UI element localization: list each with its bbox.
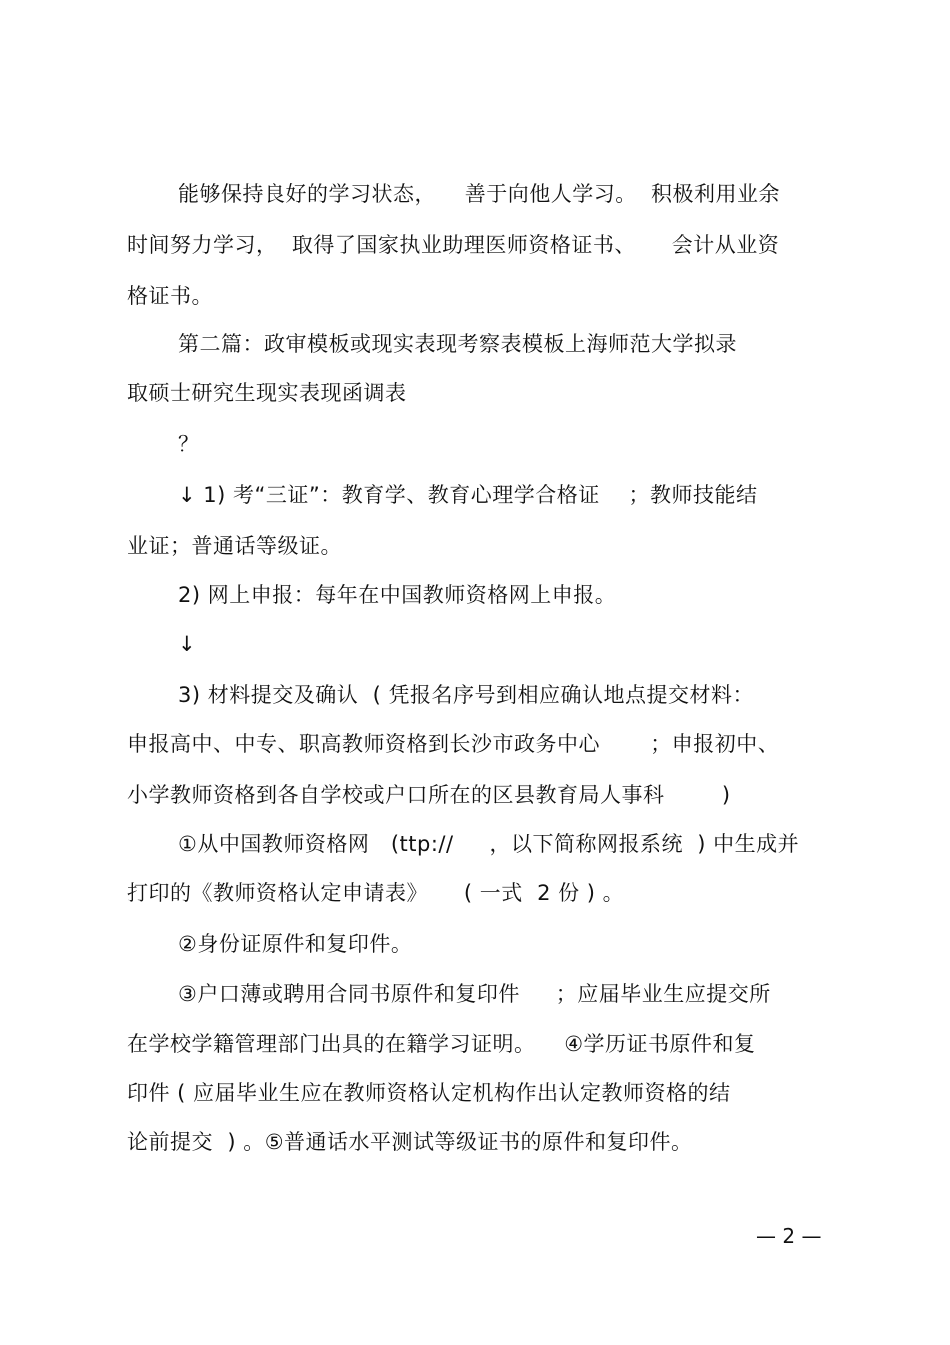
section-heading-line: 第二篇：政审模板或现实表现考察表模板上海师范大学拟录 [178, 332, 737, 356]
body-text-line: 小学教师资格到各自学校或户口所在的区县教育局人事科 ) [127, 783, 731, 807]
body-text-line: 打印的《教师资格认定申请表》 ( 一式 2 份 ) 。 [127, 881, 625, 905]
body-text-line: ③户口薄或聘用合同书原件和复印件 ；应届毕业生应提交所 [178, 982, 771, 1006]
body-text-line: 业证；普通话等级证。 [127, 534, 342, 558]
body-text-line: ↓ 1) 考“三证”：教育学、教育心理学合格证 ；教师技能结 [178, 483, 758, 507]
body-text-line: 论前提交 ) 。⑤普通话水平测试等级证书的原件和复印件。 [127, 1130, 693, 1154]
body-text-line: 格证书。 [127, 284, 213, 308]
body-text-line: 申报高中、中专、职高教师资格到长沙市政务中心 ；申报初中、 [127, 732, 780, 756]
body-text-line: 能够保持良好的学习状态， 善于向他人学习。 积极利用业余 [178, 182, 781, 206]
body-text-line: 在学校学籍管理部门出具的在籍学习证明。 ④学历证书原件和复 [127, 1032, 756, 1056]
body-text-line: 2) 网上申报：每年在中国教师资格网上申报。 [178, 583, 617, 607]
body-text-line: ？ [178, 432, 200, 456]
page-number: — 2 — [756, 1224, 822, 1248]
body-text-line: 3) 材料提交及确认 ( 凭报名序号到相应确认地点提交材料： [178, 683, 754, 707]
body-text-line: 印件 ( 应届毕业生应在教师资格认定机构作出认定教师资格的结 [127, 1081, 731, 1105]
section-heading-line: 取硕士研究生现实表现函调表 [127, 381, 407, 405]
body-text-line: ↓ [178, 632, 197, 656]
body-text-line: ②身份证原件和复印件。 [178, 932, 413, 956]
body-text-line: 时间努力学习， 取得了国家执业助理医师资格证书、 会计从业资 [127, 233, 780, 257]
body-text-line: ①从中国教师资格网 (ttp:// ，以下简称网报系统 ) 中生成并 [178, 832, 800, 856]
